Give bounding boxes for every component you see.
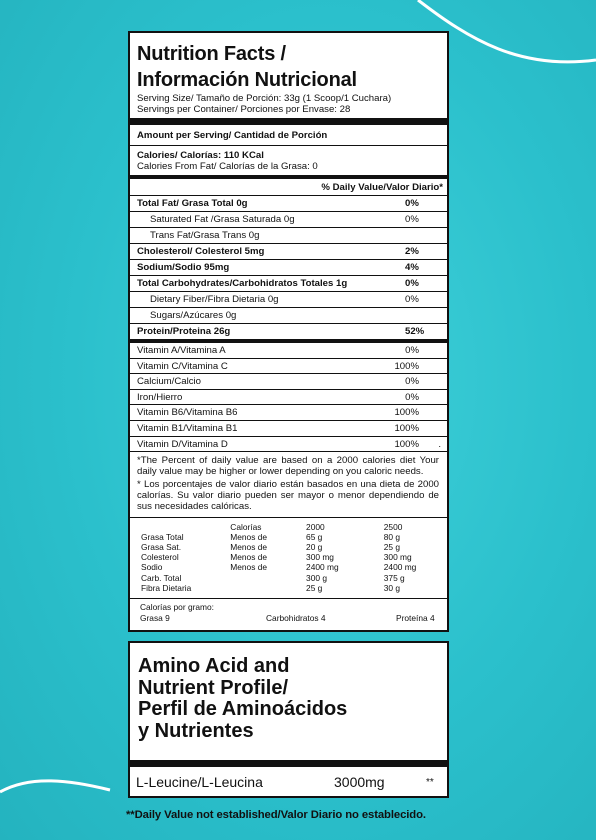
daily-value-footnote: **Daily Value not established/Valor Diario no establecido. — [126, 809, 426, 821]
dv-table-row — [141, 573, 441, 583]
vitamin-row — [130, 421, 447, 437]
dv-table-row — [141, 542, 441, 552]
amino-panel-title — [130, 643, 447, 742]
nutrient-name: Saturated Fat /Grasa Saturada 0g — [150, 214, 295, 225]
nutrient-name: Cholesterol/ Colesterol 5mg — [137, 246, 265, 257]
servings-per-container: Servings per Container/ Porciones por Envase: 28 — [137, 104, 351, 115]
calories: Calories/ Calorías: 110 KCal — [137, 150, 264, 161]
amino-amount: 3000mg — [334, 774, 385, 790]
dv-table-cell: 300 g — [306, 572, 327, 583]
nutrient-percent: 4% — [405, 262, 419, 273]
dv-table-cell: Fibra Dietaria — [141, 582, 192, 593]
vitamin-row — [130, 437, 447, 453]
vitamin-percent: 0% — [405, 376, 419, 388]
nutrient-name: Sugars/Azúcares 0g — [150, 310, 237, 321]
dv-table-cell: 80 g — [383, 531, 401, 542]
dv-table-cell: Grasa Sat. — [141, 542, 182, 553]
dv-table-cell: 2400 mg — [306, 562, 339, 573]
dv-table-cell: 25 g — [383, 542, 401, 553]
amino-title-line: Amino Acid and — [138, 655, 290, 677]
nutrient-percent: 2% — [405, 246, 419, 257]
calories-per-gram — [137, 599, 441, 625]
vitamin-list — [137, 343, 441, 452]
nutrient-name: Sodium/Sodio 95mg — [137, 262, 230, 273]
fat-calories: Grasa 9 — [140, 613, 170, 624]
dv-table-row — [141, 532, 441, 542]
vitamin-name: Vitamin C/Vitamina C — [137, 360, 228, 372]
amino-title-line: Nutrient Profile/ — [138, 676, 289, 699]
dv-table-cell: Colesterol — [141, 552, 179, 563]
daily-value-header: % Daily Value/Valor Diario* — [130, 179, 447, 196]
nutrient-percent: 52% — [405, 326, 425, 337]
nutrient-name: Total Carbohydrates/Carbohidratos Totales 1g — [137, 278, 348, 289]
serving-size: Serving Size/ Tamaño de Porción: 33g (1 Scoop/1 Cuchara) — [137, 93, 392, 104]
dv-table-cell: 375 g — [383, 572, 405, 583]
label-title-line2: Información Nutricional — [137, 69, 357, 91]
amino-acid-panel — [128, 641, 449, 798]
vitamin-percent: 0% — [405, 345, 419, 356]
amino-row — [130, 760, 447, 799]
nutrient-row — [130, 228, 447, 244]
dv-table-row — [141, 562, 441, 572]
vitamin-row — [130, 359, 447, 375]
vitamin-name: Calcium/Calcio — [137, 376, 201, 388]
label-title-line1: Nutrition Facts / — [137, 43, 286, 65]
vitamin-percent: 0% — [405, 391, 419, 403]
dv-table-cell: 2000 — [306, 521, 325, 532]
dv-table-cell: Menos de — [230, 531, 268, 542]
dv-table-cell — [141, 522, 230, 532]
amount-per-serving: Amount per Serving/ Cantidad de Porción — [130, 125, 447, 146]
vitamin-row — [130, 405, 447, 421]
calories-per-gram-values — [140, 613, 441, 625]
dv-table-cell: 2500 — [383, 521, 403, 532]
amino-name: L-Leucine/L-Leucina — [136, 774, 263, 790]
nutrient-row — [130, 308, 447, 324]
dv-table-header — [141, 522, 441, 532]
nutrient-percent: 0% — [405, 278, 419, 289]
nutrient-percent: 0% — [405, 198, 419, 209]
vitamin-trailing-mark: . — [438, 438, 441, 450]
divider-thin — [130, 517, 447, 518]
nutrient-row — [130, 196, 447, 212]
protein-calories: Proteína 4 — [396, 613, 435, 624]
dv-table-cell: Sodio — [141, 562, 163, 573]
dv-table-cell: 2400 mg — [383, 562, 417, 573]
dv-table-cell: 25 g — [306, 582, 323, 593]
vitamin-percent: 100% — [394, 360, 419, 372]
dv-table-cell: 20 g — [306, 542, 323, 553]
vitamin-row — [130, 390, 447, 406]
dv-table-cell: Calorías — [230, 521, 262, 532]
dv-table-cell — [230, 583, 306, 593]
nutrient-percent: 0% — [405, 214, 419, 225]
vitamin-percent: 100% — [394, 438, 419, 450]
vitamin-name: Vitamin B1/Vitamina B1 — [137, 422, 238, 434]
footnote-english: *The Percent of daily value are based on a 2000 calories diet Your daily value may be higher or lower depending on you caloric needs. — [137, 455, 439, 478]
footnote-spanish: * Los porcentajes de valor diario están basados en una dieta de 2000 calorías. Su valor diario pueden ser mayor o menor dependiendo de sus necesidades calóricas. — [137, 478, 439, 513]
nutrient-row — [130, 244, 447, 260]
nutrient-name: Dietary Fiber/Fibra Dietaria 0g — [150, 294, 279, 305]
dv-table-cell: Menos de — [230, 542, 268, 553]
daily-value-reference-table — [141, 522, 441, 593]
dv-table-cell: 30 g — [383, 582, 401, 593]
dv-table-cell: 300 mg — [383, 552, 412, 563]
vitamin-name: Vitamin A/Vitamina A — [137, 345, 226, 356]
vitamin-name: Iron/Hierro — [137, 391, 183, 403]
dv-table-cell: Grasa Total — [141, 531, 184, 542]
vitamin-row — [130, 343, 447, 359]
divider-thick — [130, 118, 447, 125]
dv-table-cell: 65 g — [306, 531, 323, 542]
nutrient-row — [130, 324, 447, 340]
nutrient-name: Trans Fat/Grasa Trans 0g — [150, 230, 260, 241]
dv-table-cell: Carb. Total — [141, 572, 182, 583]
nutrition-facts-panel — [128, 31, 449, 632]
dv-table-row — [141, 583, 441, 593]
nutrient-percent: 0% — [405, 294, 419, 305]
calories-per-gram-label: Calorías por gramo: — [140, 602, 215, 613]
vitamin-name: Vitamin D/Vitamina D — [137, 438, 228, 450]
vitamin-percent: 100% — [394, 422, 419, 434]
nutrient-row — [130, 276, 447, 292]
nutrient-row — [130, 292, 447, 308]
amino-title-line: y Nutrientes — [138, 719, 254, 742]
calories-block — [130, 146, 447, 175]
calories-from-fat: Calories From Fat/ Calorías de la Grasa: 0 — [137, 161, 318, 172]
nutrient-row — [130, 260, 447, 276]
dv-table-cell: Menos de — [230, 552, 268, 563]
dv-table-cell: 300 mg — [306, 552, 334, 563]
amino-title-line: Perfil de Aminoácidos — [138, 698, 348, 720]
nutrient-row — [130, 212, 447, 228]
amino-dv: ** — [426, 777, 434, 788]
vitamin-name: Vitamin B6/Vitamina B6 — [137, 407, 238, 419]
nutrient-name: Protein/Proteina 26g — [137, 326, 231, 337]
nutrient-name: Total Fat/ Grasa Total 0g — [137, 198, 248, 209]
dv-table-row — [141, 552, 441, 562]
vitamin-percent: 100% — [394, 407, 419, 419]
vitamin-row — [130, 374, 447, 390]
carb-calories: Carbohidratos 4 — [266, 613, 326, 624]
dv-table-cell — [230, 573, 306, 583]
dv-table-cell: Menos de — [230, 562, 268, 573]
nutrient-list — [137, 196, 441, 340]
